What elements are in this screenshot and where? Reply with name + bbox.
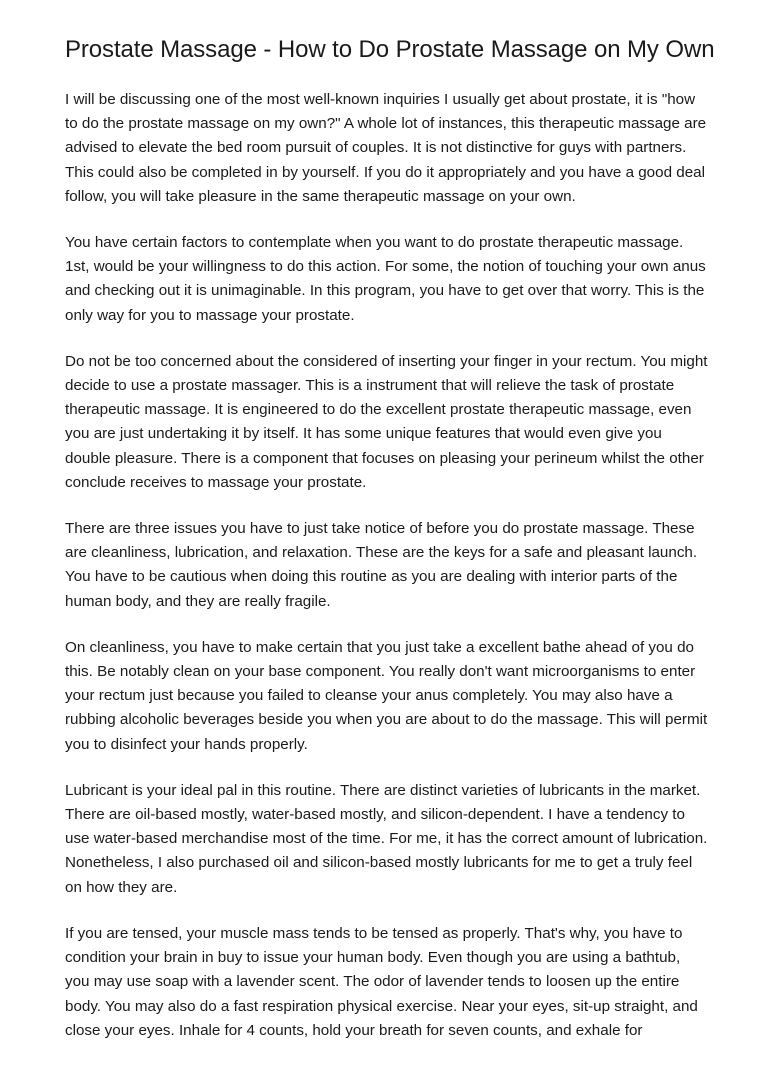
paragraph-three-issues: There are three issues you have to just take notice of before you do prostate massage. These are cleanliness, lubrication, and relaxation. These are the keys for a safe and pleasant launch. You have to be cautious when doing this routine as you are dealing with interior parts of the human body, and they are really fragile. [65, 520, 698, 610]
page-title: Prostate Massage - How to Do Prostate Massage on My Own [65, 36, 715, 63]
paragraph-cleanliness: On cleanliness, you have to make certain that you just take a excellent bathe ahead of you do this. Be notably clean on your base component. You really don't want microorganisms to enter your rectum just because you failed to cleanse your anus completely. You may also have a rubbing alcoholic beverages beside you when you are about to do the massage. This will permit you to disinfect your hands properly. [65, 638, 708, 753]
paragraph-relaxation: If you are tensed, your muscle mass tends to be tensed as properly. That's why, you have to condition your brain in buy to issue your human body. Even though you are using a bathtub, you may use soap with a lavender scent. The odor of lavender tends to loosen up the entire body. You may also do a fast respiration physical exercise. Near your eyes, sit-up straight, and close your eyes. Inhale for 4 counts, hold your breath for seven counts, and exhale for [65, 924, 698, 1039]
document-body [65, 88, 708, 1043]
paragraph-massager: Do not be too concerned about the considered of inserting your finger in your rectum. You might decide to use a prostate massager. This is a instrument that will relieve the task of prostate therapeutic massage. It is engineered to do the excellent prostate therapeutic massage, even you are just undertaking it by itself. It has some unique features that would even give you double pleasure. There is a component that focuses on pleasing your perineum whilst the other conclude receives to massage your prostate. [65, 352, 708, 491]
paragraph-intro: I will be discussing one of the most well-known inquiries I usually get about prostate, it is "how to do the prostate massage on my own?" A whole lot of instances, this therapeutic massage are advised to elevate the bed room pursuit of couples. It is not distinctive for guys with partners. This could also be completed in by yourself. If you do it appropriately and you have a good deal follow, you will take pleasure in the same therapeutic massage on your own. [65, 91, 707, 205]
paragraph-factors: You have certain factors to contemplate when you want to do prostate therapeutic massage. 1st, would be your willingness to do this action. For some, the notion of touching your own anus and checking out it is unimaginable. In this program, you have to get over that worry. This is the only way for you to massage your prostate. [65, 234, 706, 324]
paragraph-lubricant: Lubricant is your ideal pal in this routine. There are distinct varieties of lubricants in the market. There are oil-based mostly, water-based mostly, and silicon-dependent. I have a tendency to use water-based merchandise most of the time. For me, it has the correct amount of lubrication. Nonetheless, I also purchased oil and silicon-based mostly lubricants for me to get a truly feel on how they are. [65, 781, 708, 896]
